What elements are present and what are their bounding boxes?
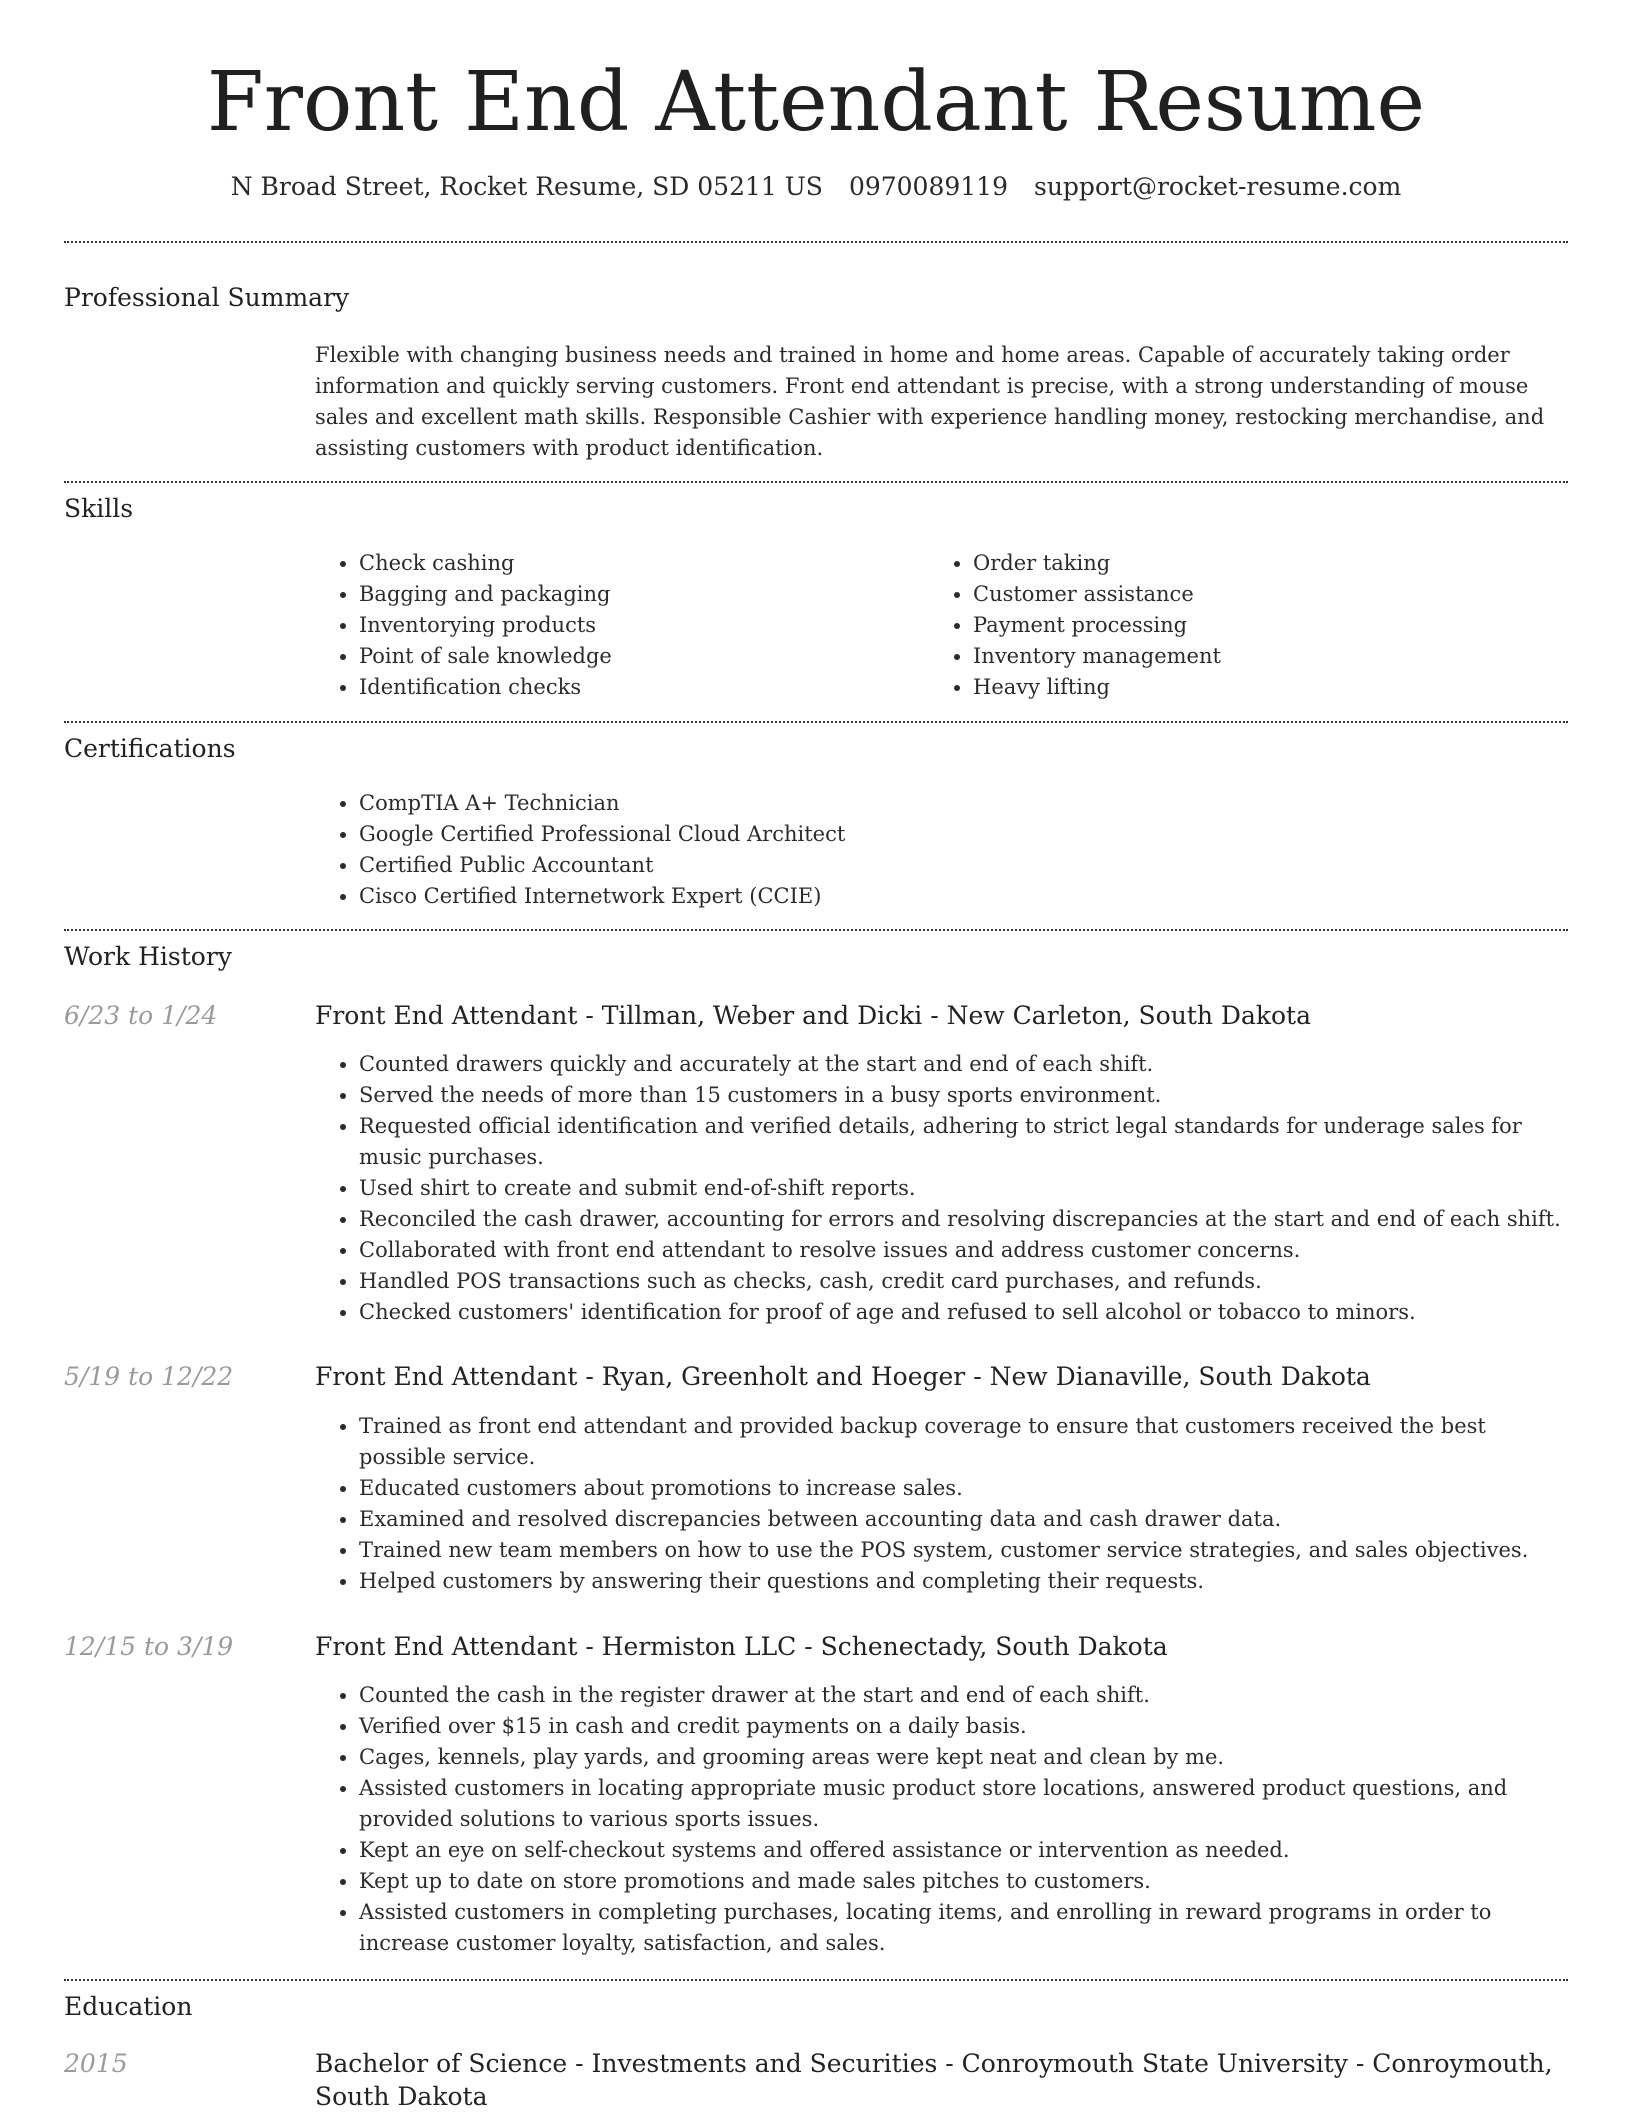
education-heading: Bachelor of Science - Investments and Securities - Conroymouth State University - Conroymouth, South Dakota <box>315 2049 1553 2111</box>
job-bullet: • Collaborated with front end attendant to resolve issues and address customer concerns. <box>359 1235 1568 1266</box>
job-bullet: • Cages, kennels, play yards, and grooming areas were kept neat and clean by me. <box>359 1742 1568 1773</box>
resume-title: Front End Attendant Resume <box>206 55 1426 150</box>
skill-item: • Customer assistance <box>973 579 1529 610</box>
skill-item: • Identification checks <box>359 672 915 703</box>
section-title-work-history: Work History <box>64 942 232 971</box>
job-bullet: • Counted drawers quickly and accurately at the start and end of each shift. <box>359 1049 1568 1080</box>
job-bullet: • Requested official identification and verified details, adhering to strict legal standards for underage sales for music purchases. <box>359 1111 1568 1173</box>
education-year: 2015 <box>64 2049 128 2078</box>
section-title-education: Education <box>64 1992 193 2021</box>
job-bullet: • Assisted customers in locating appropriate music product store locations, answered product questions, and provided solutions to various sports issues. <box>359 1773 1568 1835</box>
job-bullet: • Served the needs of more than 15 customers in a busy sports environment. <box>359 1080 1568 1111</box>
certifications-list <box>315 788 1568 912</box>
contact-phone: 0970089119 <box>848 172 1008 201</box>
job-bullet: • Verified over $15 in cash and credit payments on a daily basis. <box>359 1711 1568 1742</box>
skills-column-left <box>315 548 915 703</box>
divider <box>64 481 1568 483</box>
job-bullet: • Kept up to date on store promotions and made sales pitches to customers. <box>359 1866 1568 1897</box>
job-bullet: • Counted the cash in the register drawer at the start and end of each shift. <box>359 1680 1568 1711</box>
divider <box>64 1979 1568 1981</box>
job-heading: Front End Attendant - Tillman, Weber and Dicki - New Carleton, South Dakota <box>315 1001 1311 1030</box>
skill-item: • Inventory management <box>973 641 1529 672</box>
certification-item: • Cisco Certified Internetwork Expert (CCIE) <box>359 881 1568 912</box>
divider <box>64 721 1568 723</box>
job-heading: Front End Attendant - Hermiston LLC - Schenectady, South Dakota <box>315 1632 1168 1661</box>
job-bullet: • Educated customers about promotions to increase sales. <box>359 1473 1568 1504</box>
job-bullet: • Trained as front end attendant and provided backup coverage to ensure that customers received the best possible service. <box>359 1411 1568 1473</box>
divider <box>64 241 1568 243</box>
job-bullet: • Helped customers by answering their questions and completing their requests. <box>359 1566 1568 1597</box>
job-bullets <box>315 1049 1568 1328</box>
certification-item: • Google Certified Professional Cloud Architect <box>359 819 1568 850</box>
section-title-skills: Skills <box>64 494 134 523</box>
certification-item: • Certified Public Accountant <box>359 850 1568 881</box>
certification-item: • CompTIA A+ Technician <box>359 788 1568 819</box>
summary-text: Flexible with changing business needs and trained in home and home areas. Capable of accurately taking order information and quickly serving customers. Front end attendant is precise, with a strong understanding of mouse sales and excellent math skills. Responsible Cashier with experience handling money, restocking merchandise, and assisting customers with product identification. <box>315 343 1545 460</box>
divider <box>64 929 1568 931</box>
section-title-summary: Professional Summary <box>64 283 350 312</box>
job-bullet: • Kept an eye on self-checkout systems and offered assistance or intervention as needed. <box>359 1835 1568 1866</box>
skill-item: • Inventorying products <box>359 610 915 641</box>
job-dates: 12/15 to 3/19 <box>64 1632 234 1661</box>
section-title-certifications: Certifications <box>64 734 236 763</box>
skill-item: • Order taking <box>973 548 1529 579</box>
contact-address: N Broad Street, Rocket Resume, SD 05211 US <box>230 172 823 201</box>
skill-item: • Point of sale knowledge <box>359 641 915 672</box>
job-dates: 5/19 to 12/22 <box>64 1362 234 1391</box>
job-bullets <box>315 1680 1568 1959</box>
skill-item: • Heavy lifting <box>973 672 1529 703</box>
contact-email: support@rocket-resume.com <box>1034 172 1402 201</box>
skill-item: • Payment processing <box>973 610 1529 641</box>
job-bullet: • Examined and resolved discrepancies between accounting data and cash drawer data. <box>359 1504 1568 1535</box>
contact-line <box>0 170 1632 204</box>
job-bullets <box>315 1411 1568 1597</box>
job-bullet: • Assisted customers in completing purchases, locating items, and enrolling in reward programs in order to increase customer loyalty, satisfaction, and sales. <box>359 1897 1568 1959</box>
job-bullet: • Reconciled the cash drawer, accounting for errors and resolving discrepancies at the start and end of each shift. <box>359 1204 1568 1235</box>
job-bullet: • Used shirt to create and submit end-of-shift reports. <box>359 1173 1568 1204</box>
skill-item: • Check cashing <box>359 548 915 579</box>
job-bullet: • Handled POS transactions such as checks, cash, credit card purchases, and refunds. <box>359 1266 1568 1297</box>
skill-item: • Bagging and packaging <box>359 579 915 610</box>
job-dates: 6/23 to 1/24 <box>64 1001 218 1030</box>
job-bullet: • Trained new team members on how to use the POS system, customer service strategies, and sales objectives. <box>359 1535 1568 1566</box>
job-bullet: • Checked customers' identification for proof of age and refused to sell alcohol or tobacco to minors. <box>359 1297 1568 1328</box>
job-heading: Front End Attendant - Ryan, Greenholt and Hoeger - New Dianaville, South Dakota <box>315 1362 1371 1391</box>
skills-column-right <box>929 548 1529 703</box>
